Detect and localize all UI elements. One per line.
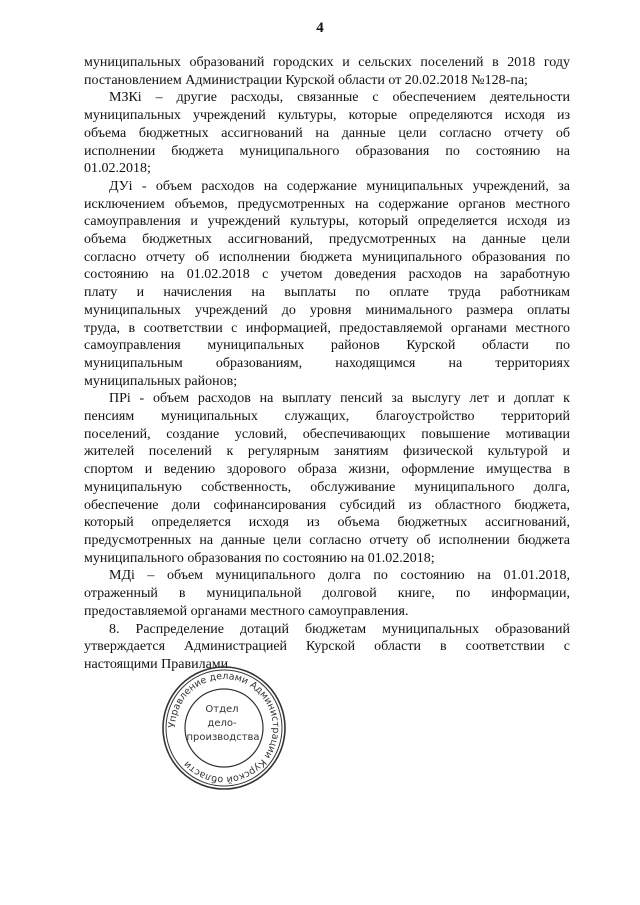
text-line: спортом и ведению здорового образа жизни, оформление имущества в xyxy=(84,462,570,478)
text-line: пенсиям муниципальных служащих, благоустройство территорий xyxy=(84,409,570,425)
text-line: муниципальных учреждений культуры, которые определяются исходя из xyxy=(84,108,570,124)
paragraph-mzk xyxy=(84,89,570,178)
text-line: МЗКi – другие расходы, связанные с обеспечением деятельности xyxy=(109,90,570,106)
paragraph-8 xyxy=(84,621,570,674)
text-line: утверждается Администрацией Курской области в соответствии с xyxy=(84,639,570,655)
text-line: муниципальным образованиям, находящимся на территориях xyxy=(84,355,570,371)
text-line: объема бюджетных ассигнований, предусмотренных на данные цели xyxy=(84,232,570,248)
text-line: муниципального образования по состоянию на 01.02.2018; xyxy=(84,550,435,566)
text-line: предусмотренных на данные цели согласно отчету об исполнении бюджета xyxy=(84,532,570,548)
page-number: 4 xyxy=(316,20,324,36)
text-line: исключением объемов, предусмотренных на содержание органов местного xyxy=(84,196,570,212)
stamp-center-line: Отдел xyxy=(205,704,239,715)
text-line: муниципальных учреждений до уровня минимального размера оплаты xyxy=(84,302,570,318)
text-line: жителей поселений к регулярным занятиям физической культурой и xyxy=(84,444,570,460)
document-body xyxy=(84,54,570,674)
text-line: объема бюджетных ассигнований на данные цели согласно отчету об xyxy=(84,125,570,141)
stamp-ring-text: Управление делами Администрации Курской области xyxy=(166,670,282,786)
text-line: ПРi - объем расходов на выплату пенсий за выслугу лет и доплат к xyxy=(109,391,570,407)
text-line: поселений, создание условий, обеспечивающих повышение мотивации xyxy=(84,426,570,442)
stamp-center-line: дело- xyxy=(207,718,237,729)
paragraph-pr xyxy=(84,390,570,567)
stamp-seal-icon xyxy=(160,664,288,792)
text-line: МДi – объем муниципального долга по состоянию на 01.01.2018, xyxy=(109,568,570,584)
stamp-center-line: производства xyxy=(186,732,260,743)
text-line: плату и начисления на выплаты по оплате труда работникам xyxy=(84,285,570,301)
text-line: постановлением Администрации Курской области от 20.02.2018 №128-па; xyxy=(84,72,528,88)
text-line: обеспечение доли софинансирования субсидий из областного бюджета, xyxy=(84,497,570,513)
text-line: настоящими Правилами. xyxy=(84,656,232,672)
text-line: 8. Распределение дотаций бюджетам муниципальных образований xyxy=(109,621,570,637)
paragraph-continuation xyxy=(84,54,570,89)
text-line: муниципальных образований городских и сельских поселений в 2018 году xyxy=(84,55,570,70)
text-line: ДУi - объем расходов на содержание муниципальных учреждений, за xyxy=(109,178,570,194)
text-line: исполнении бюджета муниципального образования по состоянию на xyxy=(84,143,570,159)
text-line: самоуправления и учреждений культуры, который определяется исходя из xyxy=(84,214,570,230)
text-line: предоставляемой органами местного самоуправления. xyxy=(84,603,409,619)
text-line: муниципальную собственность, обслуживание муниципального долга, xyxy=(84,479,570,495)
text-line: согласно отчету об исполнении бюджета муниципального образования по xyxy=(84,249,570,265)
text-line: состоянию на 01.02.2018 с учетом доведения расходов на заработную xyxy=(84,267,570,283)
paragraph-du xyxy=(84,178,570,390)
text-line: отраженный в муниципальной долговой книге, по информации, xyxy=(84,586,570,602)
text-line: который определяется исходя из объема бюджетных ассигнований, xyxy=(84,515,570,531)
text-line: муниципальных районов; xyxy=(84,373,238,389)
paragraph-md xyxy=(84,567,570,620)
text-line: труда, в соответствии с информацией, предоставляемой органами местного xyxy=(84,320,570,336)
office-stamp xyxy=(160,664,288,792)
text-line: самоуправления муниципальных районов Курской области по xyxy=(84,338,570,354)
text-line: 01.02.2018; xyxy=(84,161,151,177)
